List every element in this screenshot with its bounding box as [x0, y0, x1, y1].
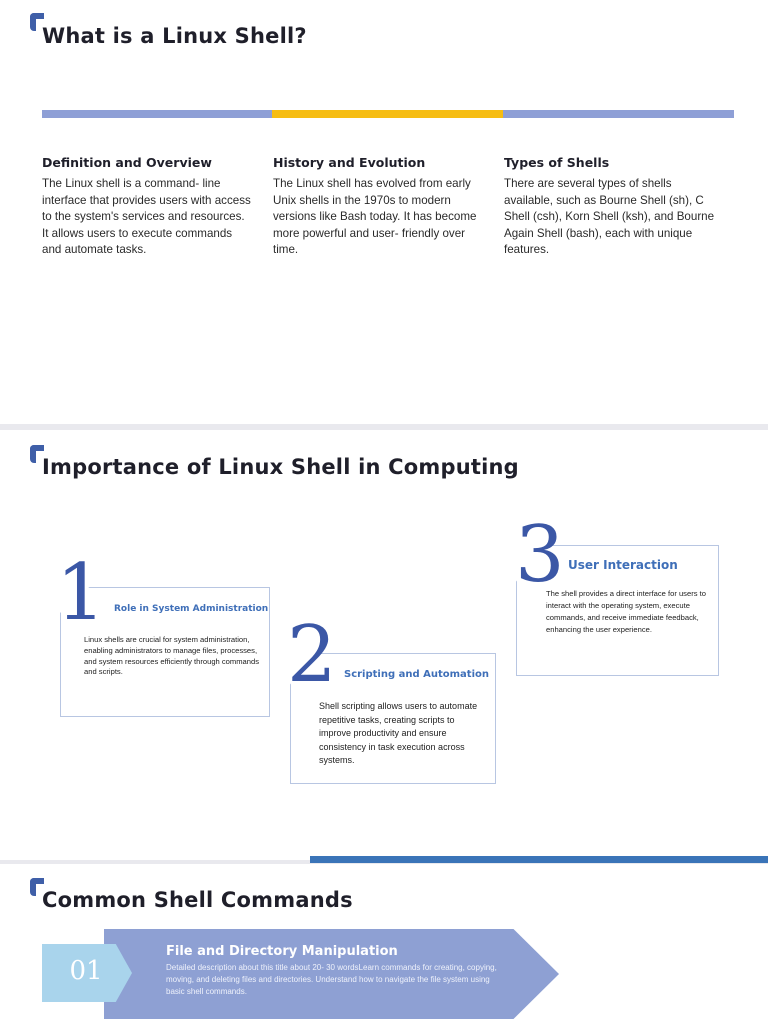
slide-what-is-linux-shell: [0, 0, 768, 424]
card-number: 3: [515, 510, 565, 600]
card-title: Scripting and Automation: [344, 669, 489, 680]
divider-bar-left: [42, 110, 272, 118]
divider-bar-middle: [272, 110, 503, 118]
card-text: Shell scripting allows users to automate repetitive tasks, creating scripts to improve productivity and ensure consistency in task execution across systems.: [319, 701, 478, 766]
column-heading: Definition and Overview: [42, 155, 212, 170]
command-title: File and Directory Manipulation: [166, 944, 398, 959]
slide-importance: [0, 430, 768, 860]
divider-bar-right: [503, 110, 734, 118]
card-title: Role in System Administration: [114, 604, 269, 614]
slide-title: What is a Linux Shell?: [42, 24, 307, 48]
decorative-blue-strip: [310, 856, 768, 863]
card-text: Linux shells are crucial for system administration, enabling administrators to manage files, processes, and system resources efficiently through commands and scripts.: [84, 635, 260, 677]
card-title: User Interaction: [568, 558, 678, 572]
command-number: 01: [69, 956, 103, 986]
column-definition: [42, 155, 252, 259]
slide-common-commands: [0, 864, 768, 1024]
column-types: [504, 155, 719, 259]
card-number: 1: [56, 548, 106, 638]
column-text: The Linux shell is a command- line interface that provides users with access to the system's services and resources. It allows users to execute commands and automate tasks.: [42, 177, 251, 257]
column-heading: Types of Shells: [504, 155, 610, 170]
card-number: 2: [287, 610, 337, 700]
column-text: There are several types of shells available, such as Bourne Shell (sh), C Shell (csh), Korn Shell (ksh), and Bourne Again Shell (bash), each with unique features.: [504, 177, 715, 257]
card-text: The shell provides a direct interface for users to interact with the operating system, execute commands, and receive immediate feedback, enhancing the user experience.: [546, 589, 706, 634]
column-heading: History and Evolution: [273, 155, 426, 170]
command-description: Detailed description about this title about 20- 30 wordsLearn commands for creating, copying, moving, and deleting files and directories. Understand how to navigate the file system using basic shell commands.: [166, 963, 497, 996]
column-text: The Linux shell has evolved from early Unix shells in the 1970s to modern versions like Bash today. It has become more powerful and user- friendly over time.: [273, 177, 477, 257]
slide-title: Common Shell Commands: [42, 888, 353, 912]
slide-title: Importance of Linux Shell in Computing: [42, 455, 519, 479]
column-history: [273, 155, 478, 259]
